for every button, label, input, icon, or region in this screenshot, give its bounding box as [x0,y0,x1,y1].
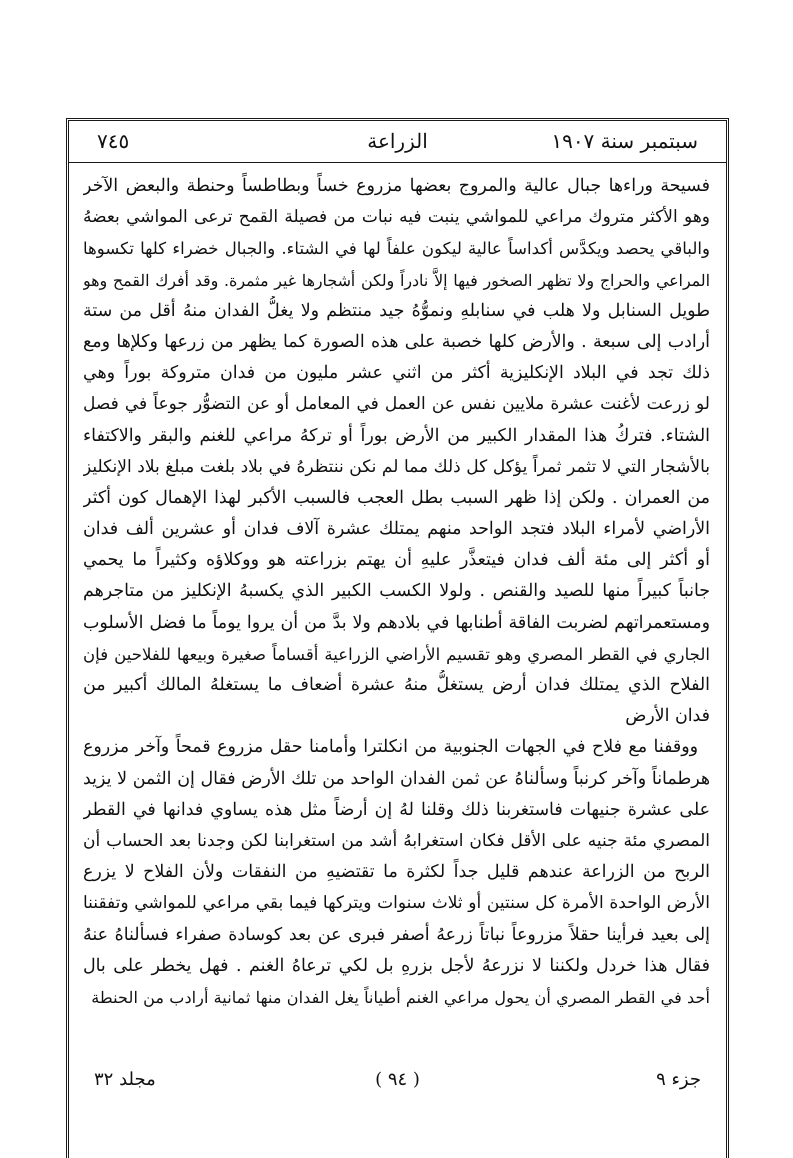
text-line: على عشرة جنيهات فاستغربنا ذلك وقلنا لهُ إن أرضاً مثل هذه يساوي فدانها في القطر [83,799,710,820]
header-date: سبتمبر سنة ١٩٠٧ [551,129,698,153]
text-line: طويل السنابل ولا هلب في سنابلهِ ونموُّهُ جيد منتظم ولا يغلُّ الفدان منهُ أقل من ستة [83,300,710,321]
text-line: فدان الأرض [625,706,710,727]
footer-volume: مجلد ٣٢ [94,1069,156,1090]
header-title: الزراعة [367,129,428,153]
text-line: إلى بعيد فرأينا حقلاً مزروعاً نباتاً زرعهُ أصفر فبرى عن بعد كوسادة صفراء فسألناهُ عنهُ [83,924,710,945]
text-line: المراعي والحراج ولا تظهر الصخور فيها إلاَّ نادراً ولكن أشجارها غير مثمرة. وقد أفرك القمح وهو [83,270,710,290]
text-line: فقال هذا خردل ولكننا لا نزرعهُ لأجل بزرهِ بل لكي ترعاهُ الغنم . فهل يخطر على بال [83,955,710,976]
article-body [83,171,710,1013]
header-page-number: ٧٤٥ [97,129,130,153]
text-line: الفلاح الذي يمتلك فدان أرض يستغلُّ منهُ عشرة أضعاف ما يستغلهُ المالك أكبير من [83,675,710,695]
text-line: الأراضي لأمراء البلاد فتجد الواحد منهم يمتلك عشرة آلاف فدان أو عشرين ألف فدان [83,519,710,540]
text-line: لو زرعت لأغنت عشرة ملايين نفس عن العمل في المعامل أو عن التضوُّر جوعاً في فصل [83,394,710,415]
text-line: الشتاء. فتركُ هذا المقدار الكبير من الأرض بوراً أو تركهُ مراعي للغنم والبقر والاكتفاء [83,425,710,446]
text-line: بالأشجار التي لا تثمر ثمراً يؤكل كل ذلك مما لم نكن ننتظرهُ في بلاد بلغت مبلغ بلاد الإنكليز [83,456,710,477]
text-line: والباقي يحصد ويكدَّس أكداساً عالية ليكون علفاً لها في الشتاء. والجبال خضراء كلها تكسوها [83,239,710,259]
text-line: ومستعمراتهم لضربت الفاقة أطنابها في بلادهم ولا بدَّ من أن يروا يوماً ما فضل الأسلوب [83,612,710,633]
text-line: الربح من الزراعة عندهم قليل جداً لكثرة ما تقتضيهِ من النفقات ولأن الفلاح لا يزرع [83,862,710,883]
text-line: أحد في القطر المصري أن يحول مراعي الغنم أطياناً يغل الفدان منها ثمانية أرادب من الحنطة [91,987,710,1007]
text-line: الأرض الواحدة الأمرة كل سنتين أو ثلاث سنوات ويتركها فيما بقي مراعي للمواشي وتفقننا [83,893,710,914]
text-line: أرادب إلى سبعة . والأرض كلها خصبة على هذه الصورة كما يظهر من زرعها وكلإها ومع [83,331,710,352]
text-line: فسيحة وراءها جبال عالية والمروج بعضها مزروع خساً وبطاطساً وحنطة والبعض الآخر [83,176,710,196]
text-line: من العمران . ولكن إذا ظهر السبب بطل العجب فالسبب الأكبر لهذا الإهمال كون أكثر [83,487,710,508]
text-line: وهو الأكثر متروك مراعي للمواشي ينبت فيه نبات من فصيلة القمح ترعى المواشي بعضهُ [83,207,710,228]
text-line: ووقفنا مع فلاح في الجهات الجنوبية من انكلترا وأمامنا حقل مزروع قمحاً وآخر مزروع [83,737,698,758]
text-line: ذلك تجد في البلاد الإنكليزية أكثر من اثني عشر مليون من فدان متروكة بوراً وهي [83,363,710,384]
text-line: الجاري في القطر المصري وهو تقسيم الأراضي الزراعية أقساماً صغيرة وبيعها للفلاحين فإن [83,644,710,664]
running-footer [66,1066,729,1096]
page-frame [66,118,729,1158]
footer-page-number: ( ٩٤ ) [375,1069,420,1090]
footer-part: جزء ٩ [656,1069,701,1090]
text-line: أو أكثر إلى مئة ألف فدان فيتعذَّر عليهِ أن يهتم بزراعته هو ووكلاؤه وكثيراً ما يحمي [83,550,710,571]
text-line: هرطماناً وآخر كرنباً وسألناهُ عن ثمن الفدان الواحد من تلك الأرض فقال إن الثمن لا يزيد [83,768,710,789]
running-header [69,121,726,163]
text-line: المصري مئة جنيه على الأقل فكان استغرابهُ أشد من استغرابنا لكن وجدنا بعد الحساب أن [83,830,710,851]
text-line: جانباً كبيراً منها للصيد والقنص . ولولا الكسب الكبير الذي يكسبهُ الإنكليز من متاجرهم [83,581,710,602]
